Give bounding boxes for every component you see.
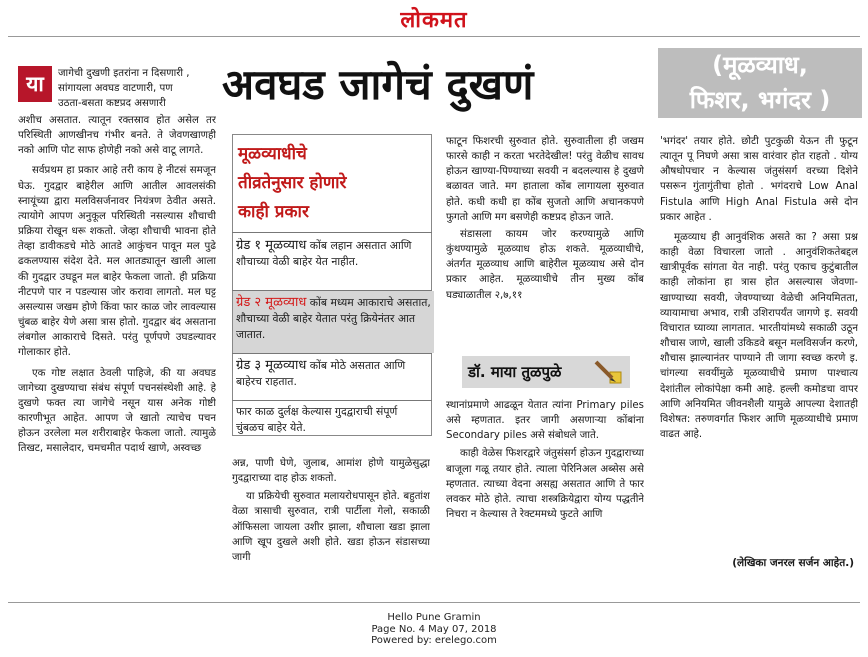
side-heading: (मूळव्याध, फिशर, भगंदर ) [689,51,831,114]
grade-1: ग्रेड १ मूळव्याध कोंब लहान असतात आणि शौचाच्या वेळी बाहेर येत नाहीत. [236,238,412,268]
box-divider [232,400,432,401]
intro-text: अशीच असतात. त्यातून रक्तस्राव होत असेल तर परिस्थिती आणखीनच गंभीर बनते. ते जेवणखाणही नको आणि पोट साफ होणेही नको असे वाटू लागते. [18,115,216,157]
byline-name: डॉ. माया तुळपुळे [468,363,562,381]
grade-2: ग्रेड २ मूळव्याध कोंब मध्यम आकाराचे असतात, शौचाच्या वेळी बाहेर येतात परंतु क्रियेनंतर आत जातात. [233,291,434,353]
col1-paragraph: सर्वप्रथम हा प्रकार आहे तरी काय हे नीटसं समजून घेऊ. गुदद्वार बाहेरील आणि आतील आवलसंकी स्नायूंच्या द्वारा मलविसर्जनावर नियंत्रण ठेवीत असते. त्यायोगे आपण अनुकूल परिस्थिती नसल्यास शौचाची प्रक्रिया रोखून धरू शकतो. जेव्हा शौचाची भावना होते तेव्हा डावीकडचे मोठे आतडे आकुंचन पावून मल पुढे ढकलण्यास संदेश देते. मल आतड्यातून खाली आला की गुदद्वार उघडून मल बाहेर फेकला जातो. ही प्रक्रिया नीटपणे पार न पडल्यास जोर करावा लागतो. मल घट्ट असल्यास जखम होणे किंवा फार काळ जोर लावल्यास चुंबळ बाहेर येणे असा त्रास होतो. गुदद्वार बंद असताना लंबगोल आकाराचे दिसते. परंतु पूर्णपणे उघडल्यावर गोलाकार होते. [18,165,216,359]
column-1 [18,113,216,595]
page-footer: Hello Pune Gramin Page No. 4 May 07, 2018 Powered by: erelego.com [371,612,497,646]
box-note: फार काळ दुर्लक्ष केल्यास गुदद्वाराची संपूर्ण चुंबळच बाहेर येते. [236,405,398,434]
pen-icon [590,358,624,386]
column-4: 'भगंदर' तयार होते. छोटी पुटकुळी येऊन ती फुटून त्यातून पू निघणे असा त्रास वारंवार होत राहतो . योग्य औषधोपचार न केल्यास जंतुसंसर्ग वरच्या दिशेने पसरून गुंतागुंतीचा होतो . भगंदराचे Low Anal Fistula आणि High Anal Fistula असे दोन प्रकार आहेत . मूळव्याध ही आनुवंशिक असते का ? असा प्रश्न काही वेळा विचारला जातो . आनुवंशिकतेबद्दल खात्रीपूर्वक सांगता येत नाही. परंतु एकाच कुटुंबातील काही लोकांना हा त्रास होत असल्यास जेवणा-खाण्याच्या सवयी, जेवण्याच्या वेळेची अनियमितता, व्यायामाचा अभाव, रात्री उशिरापर्यंत जागणे इ. सवयी विचारात घ्याव्या लागतात. भारतीयांमध्ये सकाळी उठून शौचास जाणे, खाली उकिडवे बसून मलविसर्जन करणे, शौचास झाल्यानंतर पाण्याने ती जागा स्वच्छ करणे इ. चांगल्या सवयींमुळे मूळव्याधीचे प्रमाण पाश्चात्य देशांतील लोकांपेक्षा कमी आहे. हल्ली कमोडचा वापर आणि अनियमित जीवनशैली यामुळे आपल्या देशातही विशेषत: तरुणवर्गात फिशर आणि मूळव्याधीचे प्रमाण वाढत आहे. [660,136,858,440]
column-2: अन्न, पाणी घेणे, जुलाब, आमांश होणे यामुळेसुद्धा गुदद्वाराच्या दाह होऊ शकतो. या प्रक्रियेची सुरुवात मलायरोधपासून होते. बहुतांश वेळा त्रासाची सुरुवात, रात्री पार्टीला गेलो, सकाळी ऑफिसला जायला उशीर झाला, शौचाला खडा झाला आणि खूप दुखले अशी होते. खडा होऊन संडासच्या जागी [232,458,430,563]
masthead-logo: लोकमत [400,7,468,33]
bottom-divider [8,602,860,603]
column-3-top: फाटून फिशरची सुरुवात होते. सुरुवातीला ही जखम फारसे काही न करता भरतेदेखील! परंतु वेळीच सावध होऊन खाण्या-पिण्याच्या सवयी न बदलल्यास हे दुखणे बळावत जाते. मग हाताला कोंब लागायला सुरुवात होते. कधी कधी हा कोंब सुजतो आणि अचानकपणे फुगतो आणि मग बसणेही कष्टप्रद होऊन जाते. संडासला कायम जोर करण्यामुळे आणि कुंथण्यामुळे मूळव्याध होऊ शकते. मूळव्याधीचे, अंतर्गत मूळव्याध आणि बाहेरील मूळव्याध असे दोन प्रकार आहेत. मूळव्याधीचे तीन मुख्य कोंब घड्याळातील २,७,११ [446,136,644,301]
info-box-title: मूळव्याधीचे तीव्रतेनुसार होणारे काही प्रकार [238,144,347,222]
grade-3: ग्रेड ३ मूळव्याध कोंब मोठे असतात आणि बाहेरच राहतात. [236,358,406,388]
col1-paragraph: एक गोष्ट लक्षात ठेवली पाहिजे, की या अवघड जागेच्या दुखण्याचा संबंध संपूर्ण पचनसंस्थेशी आहे. हे दुखणे फक्त त्या जागेचे नसून यास अनेक गोष्टी कारणीभूत आहेत. आपण जे खातो त्याचेच पचन होऊन उरलेला मल शरीराबाहेर फेकला जातो. त्यामुळे तिखट, मसालेदार, चमचमीत पदार्थ खाणे, अस्वच्छ [18,367,216,455]
author-credit: (लेखिका जनरल सर्जन आहेत.) [732,557,854,569]
box-divider [232,353,432,354]
box-divider [232,232,432,233]
top-divider [8,36,860,37]
column-3-bottom: स्थानांप्रमाणे आढळून येतात त्यांना Primary piles असे म्हणतात. इतर जागी असणाऱ्या कोंबांना Secondary piles असे संबोधले जाते. काही वेळेस फिशरद्वारे जंतुसंसर्ग होऊन गुदद्वाराच्या बाजूला गळू तयार होते. त्याला पेरिनिअल अब्सेस असे म्हणतात. त्याच्या वेदना असह्य असतात आणि ते फार लवकर मोठे होते. त्याचा शस्त्रक्रियेद्वारा योग्य पद्धतीने निचरा न केल्यास ते रेक्टममध्ये फुटते आणि [446,400,644,521]
headline: अवघड जागेचं दुखणं [222,60,534,109]
intro-lines: जागेची दुखणी इतरांना न दिसणारी , सांगायला अवघड वाटणारी, पण उठता-बसता कष्टप्रद असणारी [58,68,190,110]
dropcap: या [18,66,52,102]
